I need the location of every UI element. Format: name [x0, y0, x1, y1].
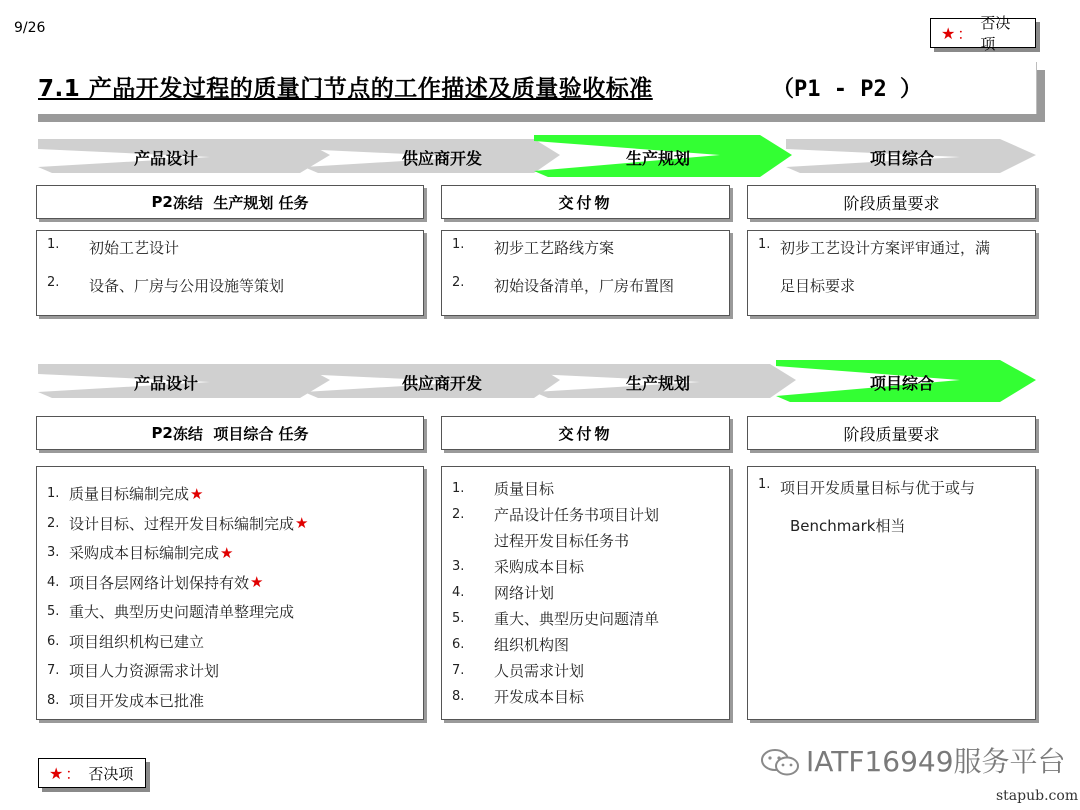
list-item [47, 568, 423, 598]
section1-task-list [36, 230, 424, 316]
item-text: 设计目标、过程开发目标编制完成 [69, 514, 295, 533]
list-item [47, 237, 423, 275]
item-text: 人员需求计划 [494, 661, 585, 680]
item-text: 项目开发成本已批准 [69, 691, 205, 710]
list-item [452, 683, 729, 709]
phase-label-supplier: 供应商开发 [402, 149, 483, 168]
item-num: 2. [47, 275, 60, 290]
list-item [452, 275, 729, 313]
task-header-code: P2 [151, 193, 173, 211]
item-num [758, 515, 780, 553]
item-num: 7. [452, 662, 465, 678]
item-num: 7. [47, 663, 60, 679]
task-header-rest: 冻结 生产规划 任务 [172, 193, 309, 212]
item-text: 项目组织机构已建立 [69, 632, 205, 651]
section1-task-header [36, 185, 424, 219]
item-num: 2. [47, 515, 60, 531]
list-item [758, 515, 1035, 553]
item-text: 设备、厂房与公用设施等策划 [89, 277, 285, 295]
item-num: 1. [47, 486, 60, 502]
item-text: 产品设计任务书项目计划 [494, 505, 660, 524]
star-icon: ★ [941, 23, 956, 43]
veto-legend-bottom [38, 758, 146, 788]
list-item [47, 509, 423, 539]
list-item [452, 237, 729, 275]
item-num: 8. [47, 692, 60, 708]
item-num: 1. [452, 480, 465, 496]
list-item [452, 631, 729, 657]
list-item [47, 686, 423, 716]
watermark [760, 740, 1066, 780]
list-item [47, 479, 423, 509]
page-title: 7.1 产品开发过程的质量门节点的工作描述及质量验收标准 [38, 76, 653, 102]
legend-colon: ： [957, 24, 973, 43]
veto-label: 否决项 [88, 764, 134, 783]
item-num: 2. [452, 275, 465, 290]
item-text: 初始设备清单，厂房布置图 [494, 277, 675, 295]
section1-deliverables-header: 交付物 [441, 185, 730, 219]
list-item [452, 605, 729, 631]
watermark-text: IATF16949服务平台 [806, 745, 1066, 778]
phase-label-supplier: 供应商开发 [402, 374, 483, 393]
task-header-rest: 冻结 项目综合 任务 [172, 424, 309, 443]
section1-quality-list [747, 230, 1036, 316]
item-num: 4. [47, 574, 60, 590]
phase-label-integration: 项目综合 [870, 374, 935, 393]
wechat-icon [760, 747, 800, 779]
item-num: 4. [452, 584, 465, 600]
list-item [47, 656, 423, 686]
phase-label-design: 产品设计 [134, 374, 199, 393]
veto-star-icon: ★ [295, 514, 309, 533]
veto-legend-top [930, 14, 1036, 53]
item-text: Benchmark相当 [790, 517, 906, 535]
item-num: 5. [452, 610, 465, 626]
phase-label-design: 产品设计 [134, 149, 199, 168]
item-num: 5. [47, 604, 60, 620]
item-num: 6. [452, 636, 465, 652]
veto-star-icon: ★ [250, 573, 264, 592]
list-item [47, 275, 423, 313]
veto-star-icon: ★ [220, 543, 234, 562]
list-item [47, 538, 423, 568]
list-item [452, 527, 729, 553]
list-item [47, 597, 423, 627]
item-text: 过程开发目标任务书 [494, 531, 630, 550]
task-header-code: P2 [151, 424, 173, 442]
item-num: 3. [47, 545, 60, 561]
list-item [452, 579, 729, 605]
section1-quality-header: 阶段质量要求 [747, 185, 1036, 219]
item-text: 质量目标 [494, 479, 555, 498]
item-num: 2. [452, 506, 465, 522]
item-text: 重大、典型历史问题清单 [494, 609, 660, 628]
footer-url: stapub.com [996, 788, 1079, 804]
section2-deliverables-list [441, 466, 730, 720]
section2-task-header [36, 416, 424, 450]
list-item [758, 237, 1035, 275]
item-num [758, 275, 780, 313]
item-text: 重大、典型历史问题清单整理完成 [69, 603, 295, 622]
item-text: 初步工艺路线方案 [494, 239, 615, 257]
list-item [47, 627, 423, 657]
item-num: 3. [452, 558, 465, 574]
legend-colon: ： [65, 764, 81, 783]
item-text: 项目人力资源需求计划 [69, 662, 220, 681]
item-text: 网络计划 [494, 583, 555, 602]
list-item [452, 501, 729, 527]
list-item [452, 475, 729, 501]
item-num: 1. [452, 237, 465, 252]
phase-row-2 [0, 357, 1080, 405]
phase-label-integration: 项目综合 [870, 149, 935, 168]
veto-label: 否决项 [980, 14, 1011, 53]
list-item [758, 275, 1035, 313]
item-text: 采购成本目标 [494, 557, 585, 576]
phase-label-production: 生产规划 [626, 374, 691, 393]
veto-star-icon: ★ [190, 484, 204, 503]
section2-quality-header: 阶段质量要求 [747, 416, 1036, 450]
item-text: 初始工艺设计 [89, 239, 180, 257]
item-text: 质量目标编制完成 [69, 485, 190, 504]
section1-deliverables-list [441, 230, 730, 316]
item-text: 项目各层网络计划保持有效 [69, 573, 250, 592]
item-text: 初步工艺设计方案评审通过，满 [780, 239, 991, 257]
page-title-suffix: （P1 - P2 ） [772, 77, 922, 102]
star-icon: ★ [49, 763, 64, 783]
section2-deliverables-header: 交付物 [441, 416, 730, 450]
item-num: 1. [47, 237, 60, 252]
section2-quality-list [747, 466, 1036, 720]
item-text: 组织机构图 [494, 635, 570, 654]
list-item [452, 553, 729, 579]
list-item [758, 477, 1035, 515]
item-text: 项目开发质量目标与优于或与 [780, 479, 976, 497]
phase-label-production: 生产规划 [626, 149, 691, 168]
item-num: 1. [758, 477, 771, 492]
list-item [452, 657, 729, 683]
section2-task-list [36, 466, 424, 720]
item-text: 开发成本目标 [494, 687, 585, 706]
page-number: 9/26 [14, 20, 46, 36]
item-num: 6. [47, 633, 60, 649]
item-text: 采购成本目标编制完成 [69, 544, 220, 563]
item-num: 1. [758, 237, 771, 252]
phase-row-1 [0, 132, 1080, 180]
item-num: 8. [452, 688, 465, 704]
item-text: 足目标要求 [780, 277, 856, 295]
